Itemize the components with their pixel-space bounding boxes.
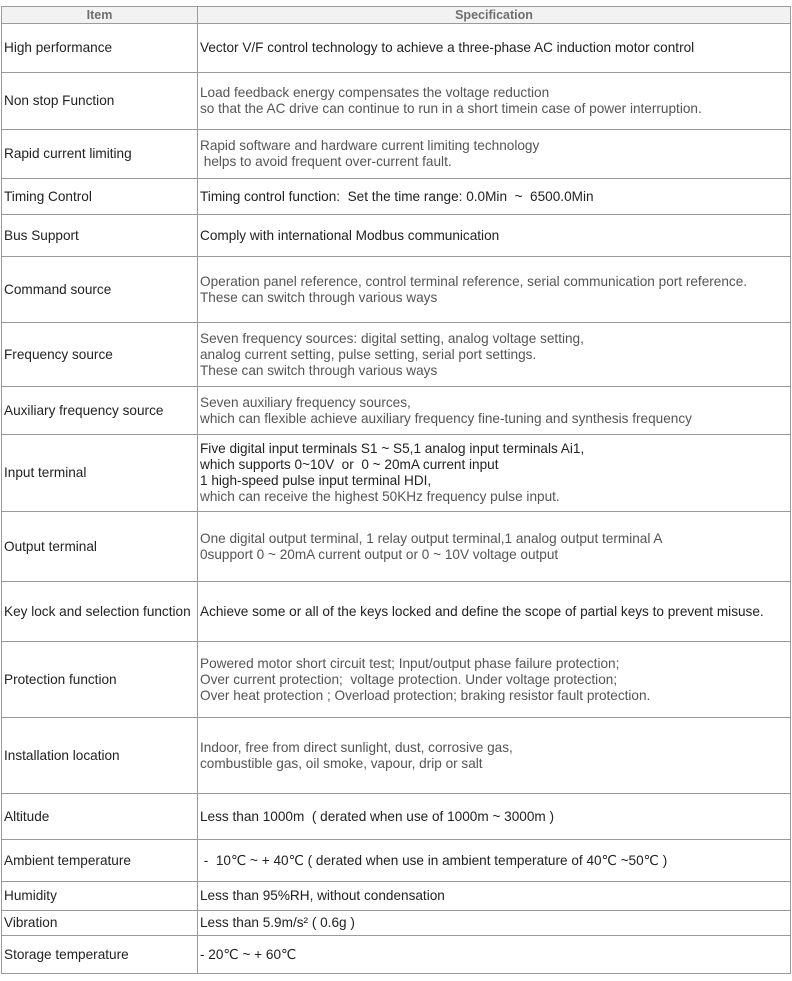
specification-line: Less than 95%RH, without condensation [200, 888, 445, 903]
item-cell: Humidity [2, 882, 198, 911]
specification-cell [198, 794, 791, 840]
item-cell: Protection function [2, 642, 198, 718]
specification-cell [198, 911, 791, 936]
specification-line: Load feedback energy compensates the voltage reduction [200, 85, 550, 100]
specification-cell [198, 582, 791, 642]
specification-line: Powered motor short circuit test; Input/output phase failure protection; [200, 655, 620, 671]
specification-line: - 20℃ ~ + 60℃ [200, 946, 297, 962]
item-cell: Output terminal [2, 512, 198, 582]
table-row [2, 24, 791, 73]
table-row [2, 718, 791, 794]
specification-cell [198, 387, 791, 435]
specification-line: Comply with international Modbus communication [200, 227, 500, 243]
table-row [2, 215, 791, 257]
item-cell: Altitude [2, 794, 198, 840]
item-cell: Vibration [2, 911, 198, 936]
specification-line: Seven frequency sources: digital setting, analog voltage setting, [200, 330, 584, 346]
table-row [2, 582, 791, 642]
specification-line: 0support 0 ~ 20mA current output or 0 ~ 10V voltage output [200, 546, 559, 562]
specification-line: Operation panel reference, control terminal reference, serial communication port reference. [200, 273, 748, 289]
specification-line: One digital output terminal, 1 relay output terminal,1 analog output terminal A [200, 530, 663, 546]
item-cell: Auxiliary frequency source [2, 387, 198, 435]
specification-line: Achieve some or all of the keys locked and define the scope of partial keys to prevent misuse. [200, 603, 764, 619]
table-row [2, 130, 791, 179]
specification-cell [198, 179, 791, 215]
specification-cell [198, 215, 791, 257]
specification-line: Less than 1000m ( derated when use of 1000m ~ 3000m ) [200, 808, 555, 824]
column-header-specification: Specification [198, 7, 791, 24]
specification-cell [198, 257, 791, 323]
specification-cell [198, 512, 791, 582]
specification-cell [198, 882, 791, 911]
table-row [2, 642, 791, 718]
specification-cell [198, 936, 791, 974]
table-header-row [2, 7, 791, 24]
specification-table [1, 6, 791, 974]
table-row [2, 882, 791, 911]
specification-cell [198, 840, 791, 882]
specification-line: combustible gas, oil smoke, vapour, drip or salt [200, 755, 483, 771]
specification-line: which supports 0~10V or 0 ~ 20mA current input [200, 457, 499, 472]
table-row [2, 179, 791, 215]
specification-line: Five digital input terminals S1 ~ S5,1 analog input terminals Ai1, [200, 441, 585, 456]
table-body [2, 24, 791, 974]
specification-line: Indoor, free from direct sunlight, dust, corrosive gas, [200, 739, 513, 755]
item-cell: Bus Support [2, 215, 198, 257]
specification-cell [198, 718, 791, 794]
item-cell: Key lock and selection function [2, 582, 198, 642]
specification-cell [198, 642, 791, 718]
item-cell: Non stop Function [2, 73, 198, 130]
specification-line: - 10℃ ~ + 40℃ ( derated when use in ambient temperature of 40℃ ~50℃ ) [200, 852, 668, 868]
item-cell: Input terminal [2, 435, 198, 512]
specification-line: Timing control function: Set the time range: 0.0Min ~ 6500.0Min [200, 188, 594, 204]
table-row [2, 911, 791, 936]
specification-line: which can flexible achieve auxiliary frequency fine-tuning and synthesis frequency [200, 410, 692, 426]
item-cell: Ambient temperature [2, 840, 198, 882]
specification-line: Vector V/F control technology to achieve a three-phase AC induction motor control [200, 40, 695, 55]
specification-line: These can switch through various ways [200, 362, 438, 378]
item-cell: Command source [2, 257, 198, 323]
specification-line: analog current setting, pulse setting, serial port settings. [200, 346, 537, 362]
item-cell: High performance [2, 24, 198, 73]
specification-cell [198, 435, 791, 512]
specification-line: Over current protection; voltage protection. Under voltage protection; [200, 671, 618, 687]
table-row [2, 936, 791, 974]
specification-line: so that the AC drive can continue to run in a short timein case of power interruption. [200, 101, 702, 116]
specification-line: Rapid software and hardware current limiting technology [200, 138, 540, 153]
item-cell: Frequency source [2, 323, 198, 387]
item-cell: Timing Control [2, 179, 198, 215]
specification-line: These can switch through various ways [200, 289, 438, 305]
table-row [2, 840, 791, 882]
item-cell: Rapid current limiting [2, 130, 198, 179]
table-row [2, 73, 791, 130]
column-header-item: Item [2, 7, 198, 24]
specification-line: helps to avoid frequent over-current fault. [200, 154, 452, 169]
table-row [2, 387, 791, 435]
specification-cell [198, 24, 791, 73]
specification-cell [198, 323, 791, 387]
specification-line: Seven auxiliary frequency sources, [200, 394, 411, 410]
specification-line: Less than 5.9m/s² ( 0.6g ) [200, 915, 355, 930]
specification-cell [198, 73, 791, 130]
specification-line: 1 high-speed pulse input terminal HDI, [200, 473, 432, 488]
table-row [2, 512, 791, 582]
table-row [2, 435, 791, 512]
specification-line: Over heat protection ; Overload protection; braking resistor fault protection. [200, 687, 651, 703]
table-row [2, 794, 791, 840]
item-cell: Storage temperature [2, 936, 198, 974]
specification-cell [198, 130, 791, 179]
specification-line: which can receive the highest 50KHz frequency pulse input. [200, 489, 560, 504]
table-row [2, 323, 791, 387]
item-cell: Installation location [2, 718, 198, 794]
table-row [2, 257, 791, 323]
